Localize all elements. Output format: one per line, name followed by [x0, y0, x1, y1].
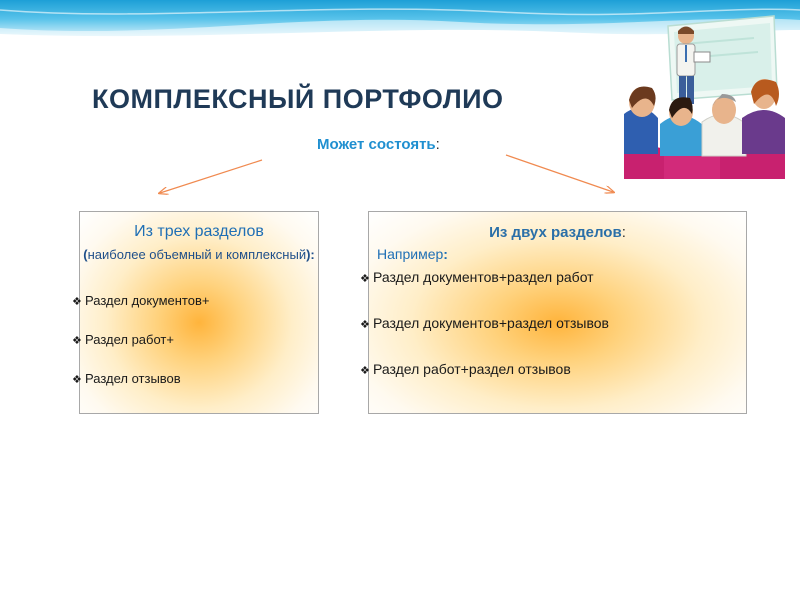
two-sections-heading — [369, 224, 746, 241]
diamond-bullet-icon: ❖ — [360, 319, 370, 331]
list-item-label: Раздел документов+раздел работ — [373, 269, 594, 285]
arrow-left-icon — [160, 160, 262, 193]
diamond-bullet-icon: ❖ — [72, 374, 82, 386]
note-text: наиболее объемный и комплексный — [87, 247, 307, 262]
three-sections-list — [72, 293, 209, 410]
three-sections-box — [72, 211, 319, 414]
list-item — [72, 332, 209, 347]
example-colon: : — [443, 246, 448, 262]
list-item — [360, 315, 609, 331]
list-item-label: Раздел работ+ — [85, 332, 174, 347]
list-item — [360, 269, 609, 285]
two-sections-list — [360, 269, 609, 407]
presentation-clipart-icon — [624, 14, 785, 179]
subtitle-text: Может состоять — [317, 136, 436, 153]
list-item-label: Раздел документов+ — [85, 293, 210, 308]
two-sections-heading-text: Из двух разделов — [489, 224, 622, 241]
note-close-paren: ): — [306, 247, 315, 262]
heading-colon: : — [621, 224, 626, 241]
diamond-bullet-icon: ❖ — [72, 296, 82, 308]
subtitle — [317, 136, 440, 153]
list-item-label: Раздел отзывов — [85, 371, 181, 386]
arrow-right-icon — [506, 155, 613, 192]
three-sections-heading: Из трех разделов — [134, 223, 264, 240]
diamond-bullet-icon: ❖ — [360, 365, 370, 377]
example-label-text: Например — [377, 246, 444, 262]
diamond-bullet-icon: ❖ — [72, 335, 82, 347]
list-item-label: Раздел документов+раздел отзывов — [373, 315, 609, 331]
two-sections-box — [360, 211, 747, 414]
three-sections-note — [80, 246, 318, 264]
list-item — [72, 371, 209, 386]
list-item-label: Раздел работ+раздел отзывов — [373, 361, 571, 377]
list-item — [72, 293, 209, 308]
example-label — [377, 246, 448, 262]
page-title: КОМПЛЕКСНЫЙ ПОРТФОЛИО — [92, 84, 504, 114]
note-open-paren: ( — [83, 247, 88, 262]
subtitle-colon: : — [435, 136, 440, 153]
list-item — [360, 361, 609, 377]
diamond-bullet-icon: ❖ — [360, 273, 370, 285]
